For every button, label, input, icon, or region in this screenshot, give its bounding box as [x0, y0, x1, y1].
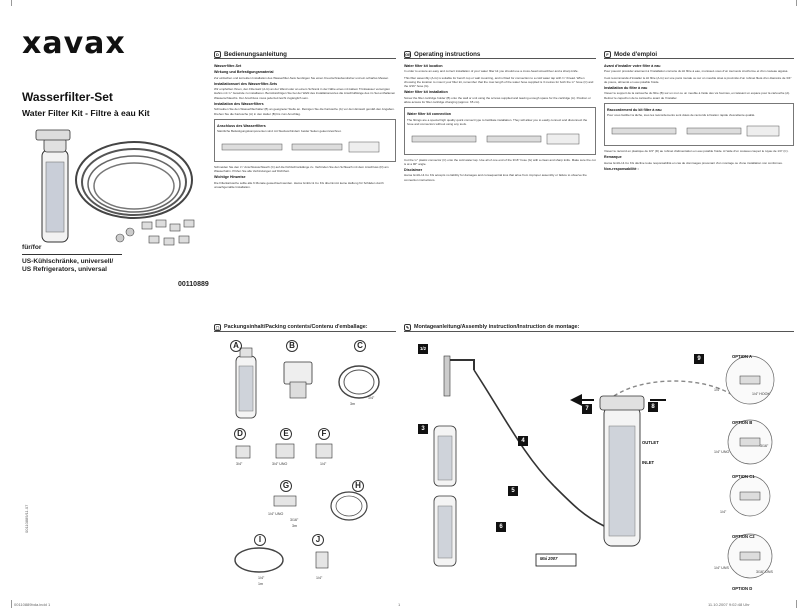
part-g-fitting-icon: [274, 496, 296, 506]
option-details-icon: [726, 356, 774, 578]
part-label-b: B: [286, 340, 298, 352]
crop-mark: [796, 600, 804, 608]
wrench-icon: ✎: [405, 324, 410, 330]
connection-box-de: Anschluss des Wasserfilters Sämtliche Befestigungskomponenten sind mit Steckverbindern beider Seiten gekennzeichnet.: [214, 119, 396, 162]
text-column-en: Water filter kit location In order to ensure an easy and correct installation of your water filter kit you should use a cross-head screwdriver and a sharp knife. This filter assembly (A-G) is suitable for bench top or wall mounting, and is fitted for connection to a cold water tap with ¾" thread. When choosing the location to mount your filter kit, remember that the max length of the water hose supplied is 3 metres for both the ¼" hose (C) and the 3/16" hose (G). Water filter kit installation Screw the filter cartridge holder (B) onto the wall or unit using the screws supplied and leaving enough space for the cartridge (A). Position or allow access for filter cartridge changing (approx. 65 cm). Water filter kit connection The fittings are a special high quality quick connect type to facilitate installation. They will allow you to easily connect and disconnect the hose and connectors without using any tools. Cut the ¼" plastic connector (C) onto the cold water tap. Use all of one end of the 3/16" hose (G) with a clean and sharp knife. Make sure the cut is at a 90° angle. Disclaimer Hama GmbH & Co KG accepts no liability for damages and consequential loss that arise from improper assembly or failure to observe the connection instructions.: [404, 64, 596, 182]
part-label-j: J: [312, 534, 324, 546]
flag-fr-icon: F: [604, 51, 611, 58]
option-note: 1/4" HOOK: [752, 392, 770, 396]
parts-illustration: [214, 336, 396, 596]
part-label-a: A: [230, 340, 242, 352]
brand-logo: xavax: [22, 26, 126, 61]
part-a-cartridge-icon: [236, 348, 256, 418]
part-j-connector-icon: [316, 552, 328, 568]
part-g-length: 3m: [292, 524, 297, 528]
crop-mark: [796, 0, 804, 6]
option-d-label: OPTION D: [732, 586, 753, 591]
part-f-size: 1/4": [320, 462, 327, 466]
option-note: 1/4" UNO: [714, 450, 730, 454]
inlet-label: INLET: [642, 460, 655, 465]
text-column-fr: Avant d'installer votre filtre à eau Pour pouvoir procéder aisément à l'installation correcte du kit filtre à eau, munissez-vous d'un tournevis cruciforme et d'un couteau aiguisé. Il est recommandé d'installer le kit filtre (A-G) sur une paroi murale ou sur un meuble situé à proximité d'un robinet fileté d'un diamètre de 3/4" de pouce, alimenté en eau potable froide. Installation du filtre à eau Vissez le support de la cartouche du filtre (B) sur un mur ou un meuble à l'aide des vis fournies, en laissant un espace pour la cartouche (A). Retirez le capuchon de la cartouche avant de l'installer. Raccordement du kit filtre à eau Pour vous faciliter la tâche, tous les raccordements sont dotés de raccords à fixation rapide d'excellente qualité. Vissez le raccord en plastique de 3/4" (D) au robinet d'alimentation en eau potable froide. A l'aide d'un couteau coupez le tuyau de 1/4" (C). Remarque Hama GmbH & Co KG décline toute responsabilité en cas de dommages provenant d'un montage ou d'une installation non conformes. Non-responsabilité :: [604, 62, 794, 318]
part-label-h: H: [352, 480, 364, 492]
part-label-g: G: [280, 480, 292, 492]
step-number: 5: [508, 486, 518, 496]
fittings-icon: [116, 220, 194, 245]
part-e-fitting-icon: [276, 444, 294, 458]
option-b-label: OPTION B: [732, 420, 753, 425]
target-en: US Refrigerators, universal: [22, 266, 108, 273]
cover-subtitle: Water Filter Kit - Filtre à eau Kit: [22, 108, 150, 118]
text-column-de: Wasserfilter-Set Wirkung und Befestigungsmaterial Zur einfachen und korrekten Installation des Wasserfilter-Sets benötigen Sie einen Kreuzschraubendreher und ein scharfes Messer. Installationsort des Wasserfilter-Sets Wir empfehlen Ihnen, den Filtersatz (A-G) an der Wand oder an einem Schrank in der Nähe eines mit kaltem Trinkwasser versorgten Hahns mit ¾" Gewinde zu installieren. Berücksichtigen Sie bei der Wahl des Installationsortes die Anschlußlänge des im Set enthaltenen Wasserschlauchs. Der Anschluss muss jederzeit leicht zugänglich sein. Installation des Wasserfilters Schrauben Sie den Wasserfilterhalter (B) an geeigneter Stelle an. Reinigen Sie die Kartusche (A) vor dem Einsatz gemäß den Angaben. Drehen Sie die Kartusche (A) in den Halter (B) bis zum Anschlag. Anschluss des Wasserfilters Sämtliche Befestigungskomponenten sind mit Steckverbindern beider Seiten gekennzeichnet. Schneiden Sie den ¼" Anschlussschlauch (C) auf die Kühlschranklänge zu. Verbinden Sie den Schlauch mit dem Anschluss (D) am Wasserhahn. Prüfen Sie alle Verbindungen auf Dichtheit. Wichtige Hinweise Die Filterkartusche sollte alle 6 Monate gewechselt werden. Hama GmbH & Co KG übernimmt keine Haftung für Schäden durch unsachgemäße Installation.: [214, 64, 396, 190]
part-c-hose-icon: [339, 366, 379, 398]
parts-header: ▢ Packungsinhalt/Packing contents/Contenu d'emballage:: [214, 323, 396, 332]
flag-en-icon: GB: [405, 51, 411, 57]
target-de: US-Kühlschränke, universell/: [22, 258, 114, 265]
step-number: 4: [518, 436, 528, 446]
part-h-hose-icon: [331, 492, 367, 520]
connection-box-en: Water filter kit connection The fittings are a special high quality quick connect type to facilitate installation. They will allow you to easily connect and disconnect the hose and connectors without using any tools.: [404, 107, 596, 154]
part-d-fitting-icon: [236, 446, 250, 458]
cover-title: Wasserfilter-Set: [22, 90, 113, 104]
assembly-illustration: [404, 336, 794, 598]
crop-mark: [4, 0, 12, 6]
part-label-i: I: [254, 534, 266, 546]
hose-diagram-icon: [607, 120, 785, 142]
faucet-icon: [444, 356, 474, 396]
hose-diagram-icon: [407, 128, 587, 150]
part-b-holder-icon: [284, 362, 312, 398]
step-number: 3: [418, 424, 428, 434]
hose-coil-icon: [76, 142, 192, 218]
part-e-size: 3/4" UNO: [272, 462, 288, 466]
outlet-label: OUTLET: [642, 440, 659, 445]
part-d-size: 3/4": [236, 462, 243, 466]
fuer-label: für/for: [22, 244, 122, 255]
article-number: 00110889: [178, 281, 209, 288]
part-label-d: D: [234, 428, 246, 440]
connection-box-fr: Raccordement du kit filtre à eau Pour vous faciliter la tâche, tous les raccordements sont dotés de raccords à fixation rapide d'excellente qualité.: [604, 103, 794, 146]
section-header-de: D Bedienungsanleitung: [214, 50, 396, 59]
hose-diagram-icon: [217, 136, 387, 158]
footer-timestamp: 11.10.2007 9:02:48 Uhr: [708, 602, 750, 607]
part-f-fitting-icon: [316, 444, 332, 458]
footer-file: 00110889bda.indd 1: [14, 602, 51, 607]
part-i-size: 1/4": [258, 576, 265, 580]
option-note: 1/4": [714, 388, 721, 392]
part-g-note: 1/4" UNO: [268, 512, 284, 516]
cartridge-install-icon: [434, 426, 456, 566]
step-number: 6: [496, 522, 506, 532]
crop-mark: [4, 600, 12, 608]
part-label-e: E: [280, 428, 292, 440]
part-label-f: F: [318, 428, 330, 440]
part-c-length: 3m: [350, 402, 355, 406]
part-c-size: 1/4": [368, 396, 375, 400]
option-c1-label: OPTION C1: [732, 474, 755, 479]
footer-page: 1: [398, 602, 401, 607]
section-header-fr: F Mode d'emploi: [604, 50, 794, 59]
vertical-code: 00110889/11.07: [24, 504, 29, 533]
flag-de-icon: D: [214, 51, 221, 58]
filter-cartridge-icon: [36, 130, 70, 242]
option-note: 3/16": [760, 444, 769, 448]
step-number: 8: [648, 402, 658, 412]
step-number: 9: [694, 354, 704, 364]
option-c2-label: OPTION C2: [732, 534, 755, 539]
part-label-c: C: [354, 340, 366, 352]
option-note: 1/4" UNS: [714, 566, 729, 570]
cover-panel: [14, 8, 214, 598]
part-j-size: 1/4": [316, 576, 323, 580]
part-g-size: 3/16": [290, 518, 299, 522]
step-number: 7: [582, 404, 592, 414]
assembly-header: ✎ Montageanleitung/Assembly instruction/Instruction de montage:: [404, 323, 794, 332]
part-i-ring-icon: [235, 548, 283, 572]
date-stamp-label: Mai 2007: [540, 556, 558, 561]
section-header-en: GB Operating instructions: [404, 50, 596, 59]
step-number: 1/2: [418, 344, 428, 354]
box-icon: ▢: [215, 324, 220, 330]
compatibility-block: [22, 244, 122, 274]
option-note: 1/4": [720, 510, 727, 514]
option-note: 3/16" UNS: [756, 570, 773, 574]
main-filter-icon: [600, 396, 644, 546]
part-i-length: 1m: [258, 582, 263, 586]
option-a-label: OPTION A: [732, 354, 753, 359]
